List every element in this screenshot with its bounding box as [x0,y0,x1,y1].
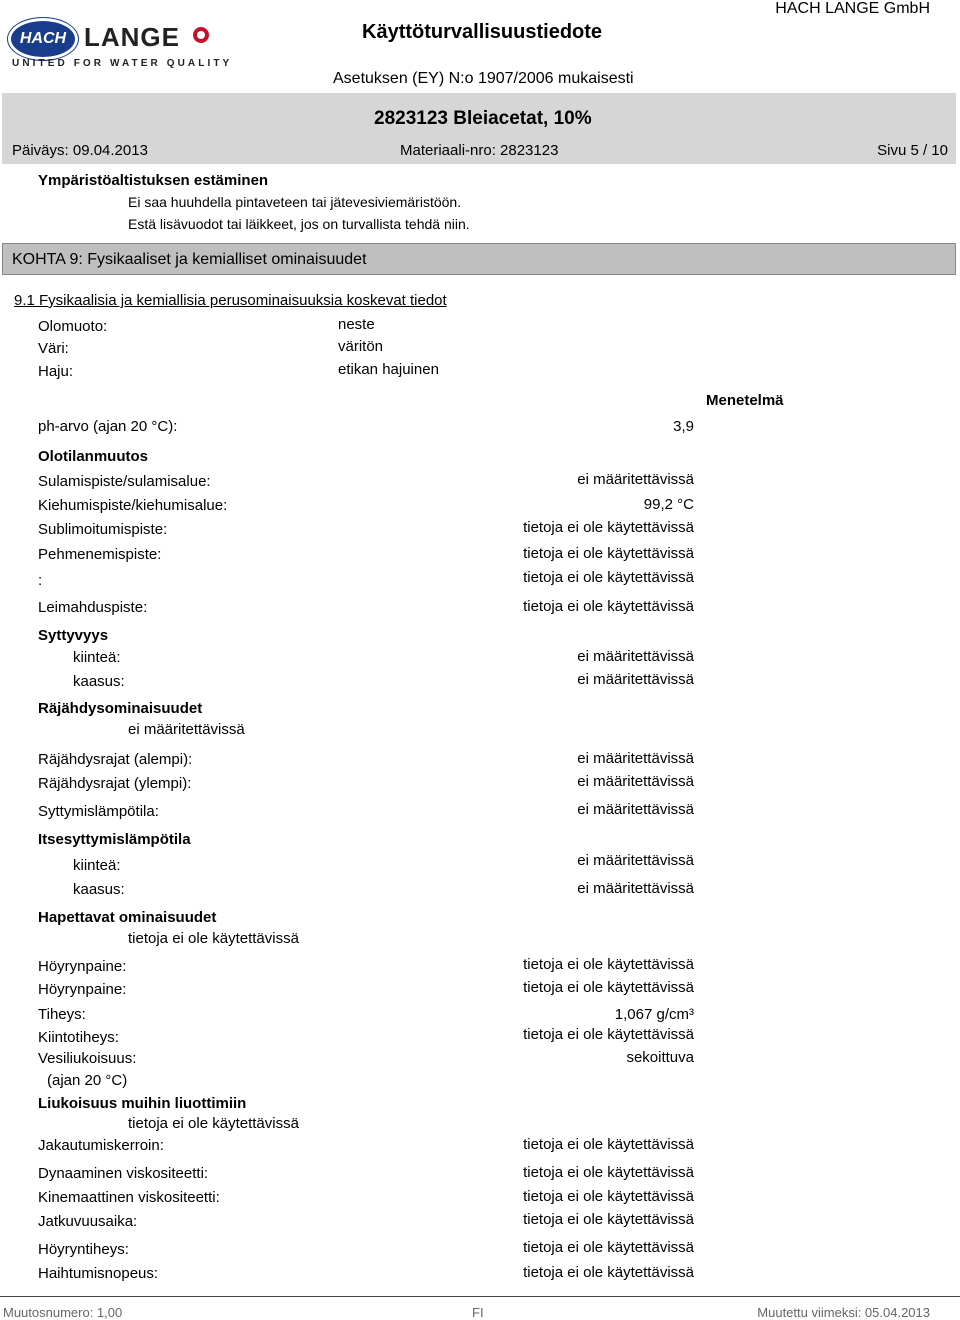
section-9-1-title: 9.1 Fysikaalisia ja kemiallisia perusominaisuuksia koskevat tiedot [14,292,447,309]
vari-label: Väri: [38,340,69,357]
haju-label: Haju: [38,363,74,380]
regulation-text: Asetuksen (EY) N:o 1907/2006 mukaisesti [333,70,634,87]
hoyryntih-value: tietoja ei ole käytettävissä [523,1239,694,1256]
hoyry-1-label: Höyrynpaine: [38,958,127,975]
lange-logo-text: LANGE [84,22,180,52]
alempi-value: ei määritettävissä [577,750,694,767]
env-line-2: Estä lisävuodot tai läikkeet, jos on turvallista tehdä niin. [128,216,470,232]
hoyryntih-label: Höyryntiheys: [38,1241,129,1258]
hach-logo-mark: HACH [8,18,78,60]
jakautumis-label: Jakautumiskerroin: [38,1137,164,1154]
liukoisuus-value: tietoja ei ole käytettävissä [128,1115,299,1132]
kiinto-value: tietoja ei ole käytettävissä [523,1026,694,1043]
colon-label: : [38,572,43,589]
pehm-label: Pehmenemispiste: [38,546,162,563]
hoyry-1-value: tietoja ei ole käytettävissä [523,956,694,973]
sulamis-label: Sulamispiste/sulamisalue: [38,473,211,490]
kaasus-2-label: kaasus: [73,881,125,898]
logo-tagline: UNITED FOR WATER QUALITY [12,58,233,69]
tiheys-value: 1,067 g/cm³ [614,1006,694,1023]
jakautumis-value: tietoja ei ole käytettävissä [523,1136,694,1153]
kiinto-label: Kiintotiheys: [38,1029,119,1046]
haju-value: etikan hajuinen [338,361,439,378]
haihtumis-value: tietoja ei ole käytettävissä [523,1264,694,1281]
lange-target-icon [193,27,209,43]
date-text: Päiväys: 09.04.2013 [12,142,148,159]
kiintea-1-label: kiinteä: [73,649,121,666]
syttyvyys-heading: Syttyvyys [38,627,109,644]
rajahdys-heading: Räjähdysominaisuudet [38,700,203,717]
kaasus-1-label: kaasus: [73,673,125,690]
sublim-value: tietoja ei ole käytettävissä [523,519,694,536]
colon-value: tietoja ei ole käytettävissä [523,569,694,586]
kiintea-2-value: ei määritettävissä [577,852,694,869]
method-column-header: Menetelmä [706,392,784,409]
hoyry-2-value: tietoja ei ole käytettävissä [523,979,694,996]
syttymis-value: ei määritettävissä [577,801,694,818]
language-code: FI [472,1305,484,1320]
revision-number: Muutosnumero: 1,00 [3,1305,123,1320]
kiehumis-label: Kiehumispiste/kiehumisalue: [38,497,228,514]
company-name: HACH LANGE GmbH [775,0,930,17]
vesi-value: sekoittuva [626,1049,694,1066]
footer-divider [0,1296,960,1297]
haihtumis-label: Haihtumisnopeus: [38,1265,159,1282]
kiintea-2-label: kiinteä: [73,857,121,874]
env-line-1: Ei saa huuhdella pintaveteen tai jätevesiviemäristöön. [128,194,462,210]
kiehumis-value: 99,2 °C [643,496,694,513]
leima-value: tietoja ei ole käytettävissä [523,598,694,615]
ph-value: 3,9 [673,418,694,435]
page-number: Sivu 5 / 10 [877,142,948,159]
ylempi-label: Räjähdysrajat (ylempi): [38,775,192,792]
vesi-label: Vesiliukoisuus: [38,1050,137,1067]
vari-value: väritön [338,338,384,355]
kaasus-2-value: ei määritettävissä [577,880,694,897]
rajahdys-value: ei määritettävissä [128,721,245,738]
olotila-heading: Olotilanmuutos [38,448,148,465]
sublim-label: Sublimoitumispiste: [38,521,168,538]
olomuoto-label: Olomuoto: [38,318,108,335]
olomuoto-value: neste [338,316,375,333]
itse-heading: Itsesyttymislämpötila [38,831,191,848]
dyn-value: tietoja ei ole käytettävissä [523,1164,694,1181]
vesi-note: (ajan 20 °C) [47,1072,128,1089]
kin-label: Kinemaattinen viskositeetti: [38,1189,220,1206]
alempi-label: Räjähdysrajat (alempi): [38,751,193,768]
hapettavat-value: tietoja ei ole käytettävissä [128,930,299,947]
hoyry-2-label: Höyrynpaine: [38,981,127,998]
product-title: 2823123 Bleiacetat, 10% [374,108,592,129]
document-title: Käyttöturvallisuustiedote [362,21,603,43]
dyn-label: Dynaaminen viskositeetti: [38,1165,209,1182]
hapettavat-heading: Hapettavat ominaisuudet [38,909,217,926]
jatkuvuus-value: tietoja ei ole käytettävissä [523,1211,694,1228]
pehm-value: tietoja ei ole käytettävissä [523,545,694,562]
ph-label: ph-arvo (ajan 20 °C): [38,418,178,435]
liukoisuus-heading: Liukoisuus muihin liuottimiin [38,1095,247,1112]
env-heading: Ympäristöaltistuksen estäminen [38,172,269,189]
tiheys-label: Tiheys: [38,1006,86,1023]
leima-label: Leimahduspiste: [38,599,148,616]
kin-value: tietoja ei ole käytettävissä [523,1188,694,1205]
ylempi-value: ei määritettävissä [577,773,694,790]
sulamis-value: ei määritettävissä [577,471,694,488]
jatkuvuus-label: Jatkuvuusaika: [38,1213,138,1230]
section-9-title: KOHTA 9: Fysikaaliset ja kemialliset ominaisuudet [12,251,367,268]
kiintea-1-value: ei määritettävissä [577,648,694,665]
syttymis-label: Syttymislämpötila: [38,803,159,820]
last-modified: Muutettu viimeksi: 05.04.2013 [757,1305,930,1320]
kaasus-1-value: ei määritettävissä [577,671,694,688]
material-number: Materiaali-nro: 2823123 [400,142,559,159]
